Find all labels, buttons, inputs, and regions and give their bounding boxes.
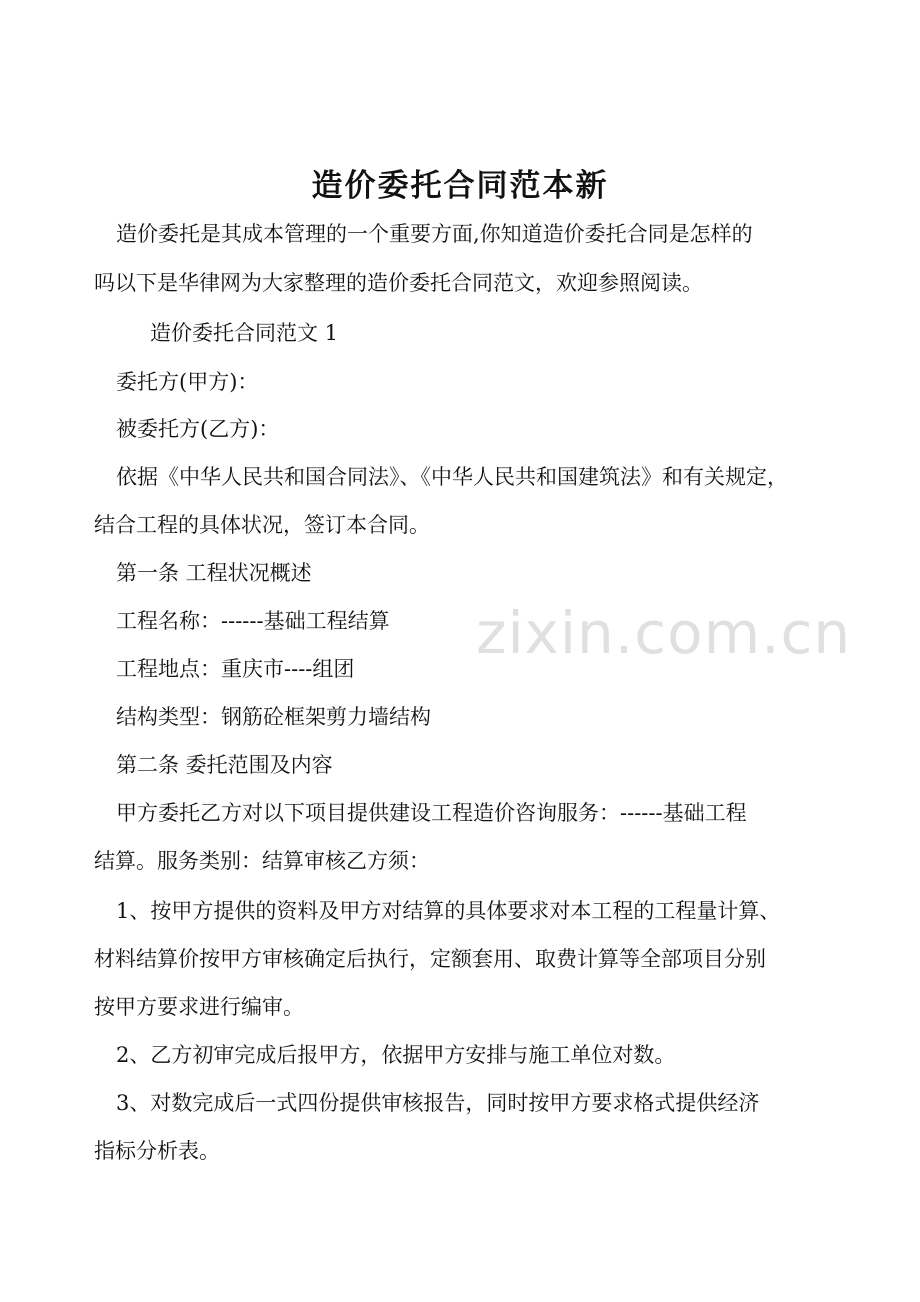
item-1-line-3: 按甲方要求进行编审。 [94,995,304,1019]
item-2-line: 2、乙方初审完成后报甲方，依据甲方安排与施工单位对数。 [116,1043,676,1067]
scope-line-2: 结算。服务类别：结算审核乙方须： [94,849,430,873]
item-3-line-1: 3、对数完成后一式四份提供审核报告，同时按甲方要求格式提供经济 [116,1091,760,1115]
basis-line-1: 依据《中华人民共和国合同法》、《中华人民共和国建筑法》和有关规定， [116,465,788,489]
document-title: 造价委托合同范本新 [311,168,609,204]
article-1-heading: 第一条 工程状况概述 [116,561,312,585]
section-heading-sample-1: 造价委托合同范文 1 [150,321,339,345]
item-3-line-2: 指标分析表。 [94,1139,220,1163]
project-name-line: 工程名称：------基础工程结算 [116,609,390,633]
party-a-line: 委托方(甲方)： [116,370,259,394]
scope-line-1: 甲方委托乙方对以下项目提供建设工程造价咨询服务：------基础工程 [116,801,747,825]
site-watermark: zixin.com.cn [476,599,852,667]
intro-line-1: 造价委托是其成本管理的一个重要方面,你知道造价委托合同是怎样的 [116,222,753,246]
item-1-line-2: 材料结算价按甲方审核确定后执行，定额套用、取费计算等全部项目分别 [94,947,766,971]
item-1-line-1: 1、按甲方提供的资料及甲方对结算的具体要求对本工程的工程量计算、 [116,899,781,923]
party-b-line: 被委托方(乙方)： [116,417,280,441]
basis-line-2: 结合工程的具体状况，签订本合同。 [94,513,430,537]
structure-type-line: 结构类型：钢筋砼框架剪力墙结构 [116,705,431,729]
intro-line-2: 吗以下是华律网为大家整理的造价委托合同范文，欢迎参照阅读。 [94,271,703,295]
project-location-line: 工程地点：重庆市----组团 [116,657,355,681]
article-2-heading: 第二条 委托范围及内容 [116,753,333,777]
